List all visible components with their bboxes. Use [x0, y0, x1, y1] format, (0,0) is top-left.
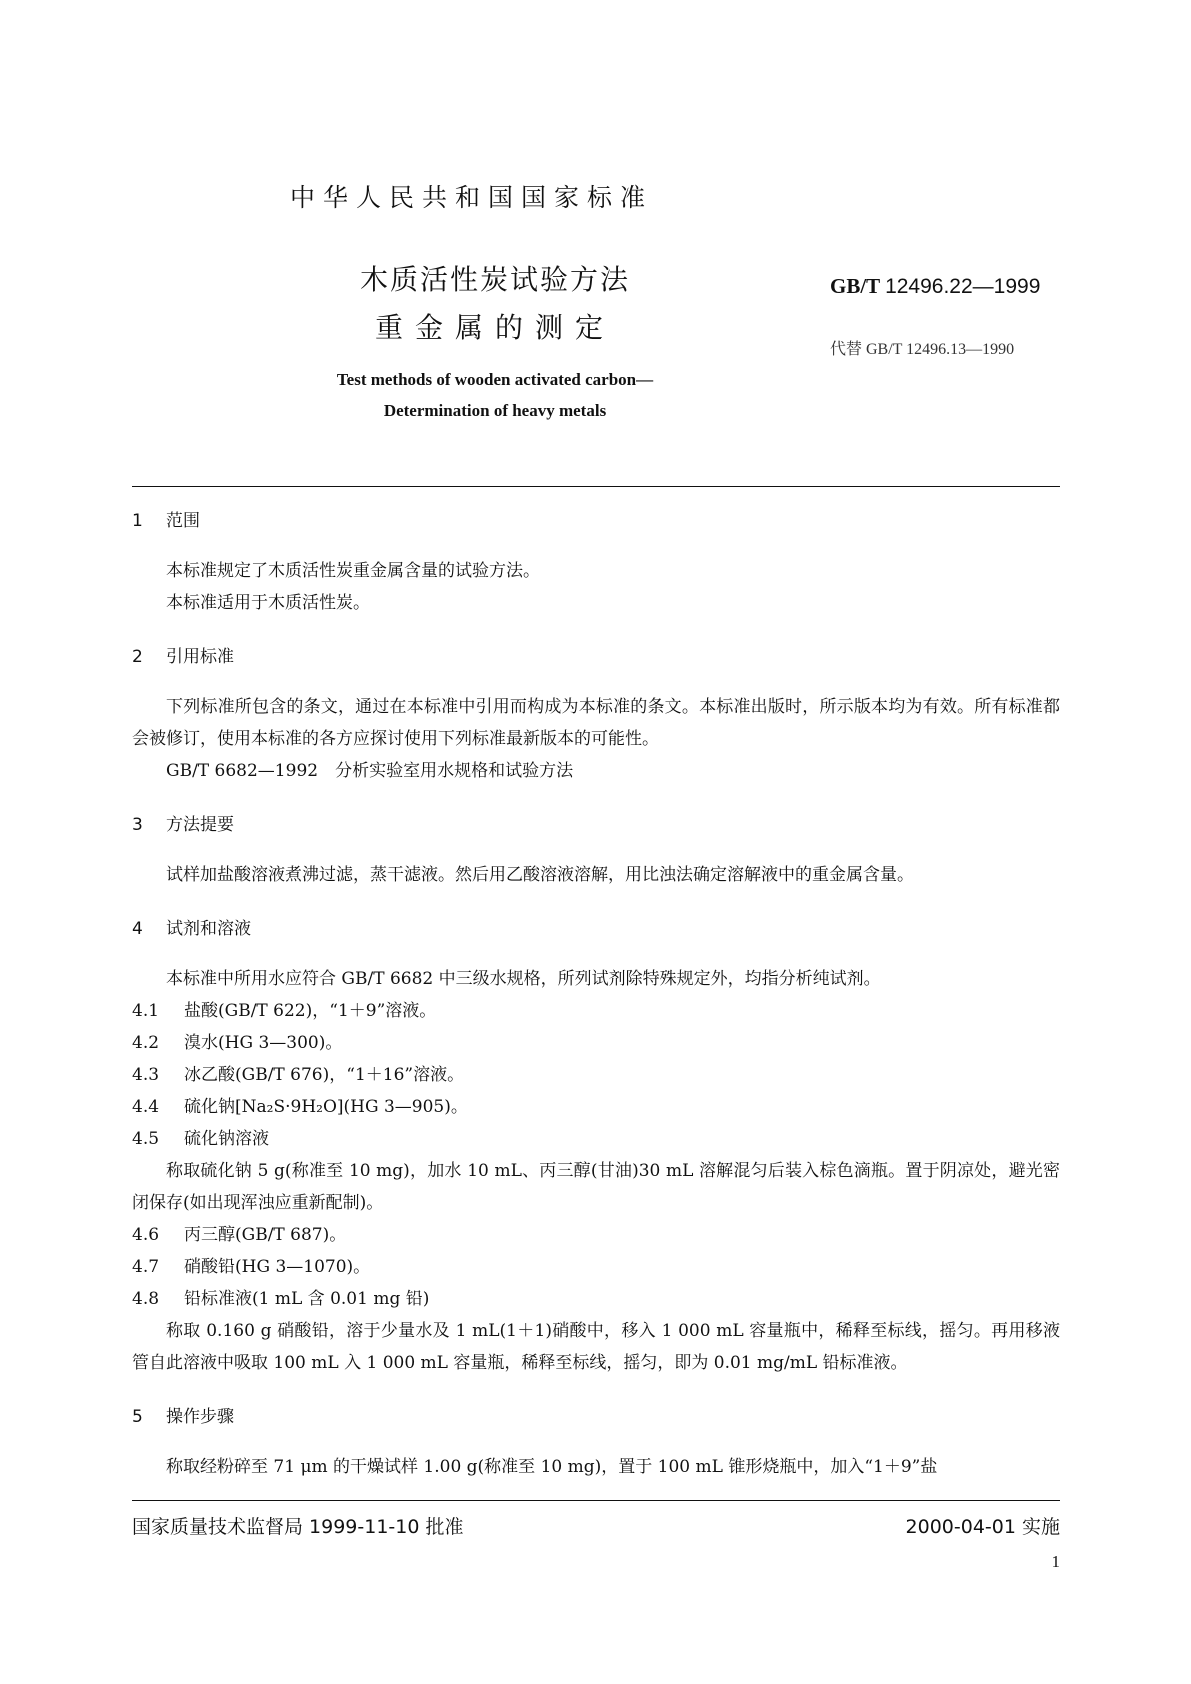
item-number: 4.4: [132, 1097, 160, 1117]
section-number: 3: [132, 815, 143, 835]
standard-number: [830, 274, 1040, 299]
standard-prefix: GB/T: [830, 274, 880, 298]
section-title: 范围: [166, 511, 200, 531]
section-number: 4: [132, 919, 143, 939]
item-text: 铅标准液(1 mL 含 0.01 mg 铅): [184, 1289, 430, 1309]
item-number: 4.2: [132, 1033, 160, 1053]
item-number: 4.3: [132, 1065, 160, 1085]
section-heading-5: [132, 1401, 1060, 1433]
item-text: 硫化钠溶液: [184, 1129, 269, 1149]
document-body: [132, 505, 1060, 1483]
section-number: 2: [132, 647, 143, 667]
section-title: 操作步骤: [166, 1407, 234, 1427]
national-standard-heading: 中华人民共和国国家标准: [290, 183, 654, 212]
item-text: 硫化钠[Na₂S·9H₂O](HG 3—905)。: [184, 1097, 468, 1117]
paragraph: 本标准中所用水应符合 GB/T 6682 中三级水规格，所列试剂除特殊规定外，均指分析纯试剂。: [166, 969, 881, 989]
paragraph: 本标准适用于木质活性炭。: [166, 593, 370, 613]
item-text: 盐酸(GB/T 622)，“1＋9”溶液。: [184, 1001, 437, 1021]
section-title: 试剂和溶液: [166, 919, 251, 939]
section-heading-2: [132, 641, 1060, 673]
section-number: 1: [132, 511, 143, 531]
effective-date: 2000-04-01 实施: [905, 1516, 1060, 1538]
english-title-line-2: Determination of heavy metals: [383, 401, 607, 420]
item-text: 冰乙酸(GB/T 676)，“1＋16”溶液。: [184, 1065, 465, 1085]
replaces-standard: 代替 GB/T 12496.13—1990: [830, 341, 1015, 358]
english-title-line-1: Test methods of wooden activated carbon—: [336, 370, 654, 389]
section-title: 方法提要: [166, 815, 234, 835]
list-item: [132, 1219, 1060, 1251]
title-line-1: 木质活性炭试验方法: [359, 263, 630, 296]
approval-note: 国家质量技术监督局 1999-11-10 批准: [132, 1516, 464, 1538]
list-item: [132, 1283, 1060, 1315]
item-number: 4.5: [132, 1129, 160, 1149]
item-text: 丙三醇(GB/T 687)。: [184, 1225, 347, 1245]
item-number: 4.1: [132, 1001, 160, 1021]
standard-number-value: 12496.22—1999: [885, 275, 1041, 298]
footer-divider: [132, 1500, 1060, 1501]
paragraph: 下列标准所包含的条文，通过在本标准中引用而构成为本标准的条文。本标准出版时，所示版本均为有效。所有标准都会被修订，使用本标准的各方应探讨使用下列标准最新版本的可能性。: [132, 697, 1060, 749]
item-text: 溴水(HG 3—300)。: [184, 1033, 343, 1053]
item-number: 4.7: [132, 1257, 160, 1277]
section-number: 5: [132, 1407, 143, 1427]
section-title: 引用标准: [166, 647, 234, 667]
section-heading-1: [132, 505, 1060, 537]
paragraph: 本标准规定了木质活性炭重金属含量的试验方法。: [166, 561, 540, 581]
header-divider: [132, 486, 1060, 487]
reference-entry: GB/T 6682—1992 分析实验室用水规格和试验方法: [166, 761, 574, 781]
item-number: 4.6: [132, 1225, 160, 1245]
list-item: [132, 995, 1060, 1027]
list-item: [132, 1027, 1060, 1059]
paragraph: 试样加盐酸溶液煮沸过滤，蒸干滤液。然后用乙酸溶液溶解，用比浊法确定溶解液中的重金属含量。: [166, 865, 914, 885]
list-item: [132, 1123, 1060, 1155]
list-item: [132, 1059, 1060, 1091]
section-heading-3: [132, 809, 1060, 841]
section-heading-4: [132, 913, 1060, 945]
page-number: 1: [1051, 1552, 1060, 1571]
paragraph: 称取硫化钠 5 g(称准至 10 mg)，加水 10 mL、丙三醇(甘油)30 mL 溶解混匀后装入棕色滴瓶。置于阴凉处，避光密闭保存(如出现浑浊应重新配制)。: [132, 1161, 1060, 1213]
list-item: [132, 1251, 1060, 1283]
item-text: 硝酸铅(HG 3—1070)。: [184, 1257, 371, 1277]
item-number: 4.8: [132, 1289, 160, 1309]
list-item: [132, 1091, 1060, 1123]
paragraph: 称取经粉碎至 71 μm 的干燥试样 1.00 g(称准至 10 mg)，置于 100 mL 锥形烧瓶中，加入“1＋9”盐: [166, 1457, 938, 1477]
paragraph: 称取 0.160 g 硝酸铅，溶于少量水及 1 mL(1＋1)硝酸中，移入 1 000 mL 容量瓶中，稀释至标线，摇匀。再用移液管自此溶液中吸取 100 mL 入 1 000 mL 容量瓶，稀释至标线，摇匀，即为 0.01 mg/mL 铅标准液。: [132, 1321, 1060, 1373]
title-line-2: 重金属的测定: [374, 311, 615, 344]
